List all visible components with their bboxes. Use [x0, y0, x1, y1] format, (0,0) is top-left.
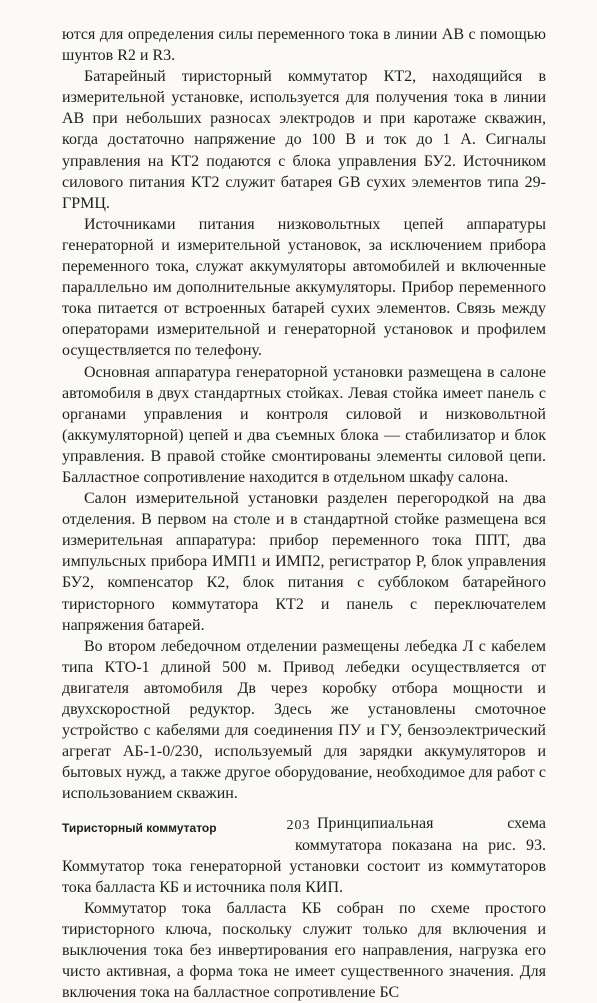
paragraph-winch-compartment: Во втором лебедочном отделении размещены лебедка Л с кабелем типа КТО-1 длиной 500 м. Привод лебедки осуществляется от двигателя автомобиля Дв через коробку отбора мощности и двухскоростной редуктор. Здесь же установлены смоточное устройство с кабелями для соединения ПУ и ГУ, бензоэлектрический агрегат АБ-1-0/230, используемый для зарядки аккумуляторов и бытовых нужд, а также другое оборудование, необходимое для работ с использованием скважин. — [62, 637, 546, 803]
page-number: 203 — [286, 818, 311, 833]
paragraph-generator-equipment: Основная аппаратура генераторной установки размещена в салоне автомобиля в двух стандартных стойках. Левая стойка имеет панель с органами управления и контроля силовой и низковольтной (аккумуляторной) цепей и два съемных блока — стабилизатор и блок управления. В правой стойке смонтированы элементы силовой цепи. Балластное сопротивление находится в отдельном шкафу салона. — [62, 363, 546, 486]
paragraph-continuation: ются для определения силы переменного тока в линии AB с помощью шунтов R2 и R3. — [62, 26, 546, 65]
paragraph-schematic: Принципиальная схема коммутатора показана на рис. 93. Коммутатор тока генераторной установки состоит из коммутаторов тока балласта КБ и источника поля КИП. — [62, 815, 546, 896]
paragraph-ballast-commutator: Коммутатор тока балласта КБ собран по схеме простого тиристорного ключа, поскольку служит только для включения и выключения тока без инвертирования его направления, нагрузка его чисто активная, а форма тока не имеет существенного значения. Для включения тока на балластное сопротивление БС — [62, 899, 546, 1002]
paragraph-measuring-salon: Салон измерительной установки разделен перегородкой на два отделения. В первом на столе и в стандартной стойке размещена вся измерительная аппаратура: прибор переменного тока ППТ, два импульсных прибора ИМП1 и ИМП2, регистратор Р, блок управления БУ2, компенсатор К2, блок питания с субблоком батарейного тиристорного коммутатора КТ2 и панель с переключателем напряжения батарей. — [62, 490, 546, 634]
paragraph-power-sources: Источниками питания низковольтных цепей аппаратуры генераторной и измерительной установок, за исключением прибора переменного тока, служат аккумуляторы автомобилей и включенные параллельно им дополнительные аккумуляторы. Прибор переменного тока питается от встроенных батарей сухих элементов. Связь между операторами измерительной и генераторной установок и профилем осуществляется по телефону. — [62, 215, 546, 360]
section-heading: Тиристорный коммутатор — [62, 821, 217, 836]
section-gap — [62, 804, 546, 813]
paragraph-kt2: Батарейный тиристорный коммутатор КТ2, находящийся в измерительной установке, используется для получения тока в линии AB при небольших разносах электродов и при каротаже скважин, когда достаточно напряжение до 100 В и ток до 1 А. Сигналы управления на КТ2 подаются с блока управления БУ2. Источником силового питания КТ2 служит батарея GB сухих элементов типа 29-ГРМЦ. — [62, 68, 546, 212]
